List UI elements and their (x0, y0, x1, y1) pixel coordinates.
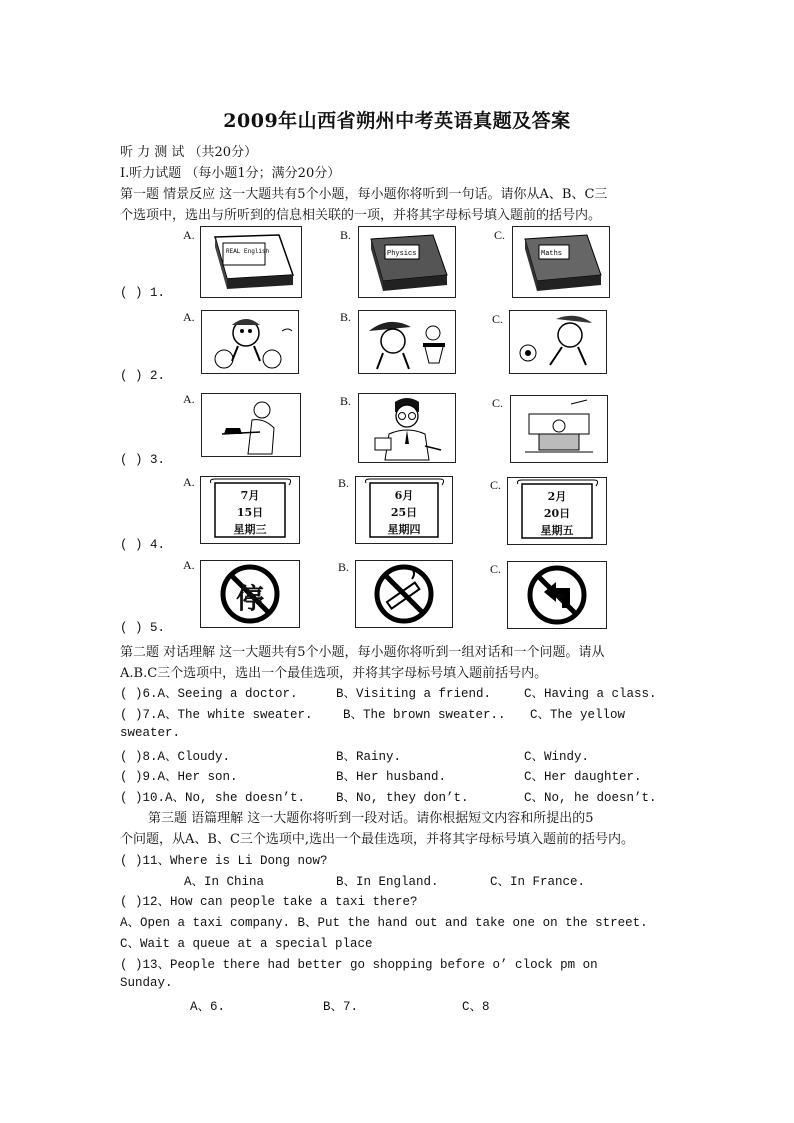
sign-character: 停 (235, 582, 264, 615)
q9-option-a: ( )9.A、Her son. (120, 770, 238, 784)
calendar-day: 15日 (236, 506, 264, 519)
q8-option-c: C、Windy. (524, 750, 590, 764)
calendar-picture-a (200, 476, 300, 544)
mascot-picture-a (201, 310, 299, 374)
option-b-label: B. (340, 394, 352, 408)
mascot-basketball-icon (359, 311, 455, 373)
option-b-label: B. (338, 476, 350, 490)
q10-option-a: ( )10.A、No, she doesn’t. (120, 791, 306, 805)
people-picture-c (510, 395, 608, 463)
q7-option-b: B、The brown sweater.. (343, 708, 506, 722)
book-icon (201, 227, 301, 297)
book-label: Physics (387, 250, 417, 258)
option-c-label: C. (492, 396, 504, 410)
q7-option-a: ( )7.A、The white sweater. (120, 708, 313, 722)
q6-option-a: ( )6.A、Seeing a doctor. (120, 687, 298, 701)
people-picture-b (358, 393, 456, 463)
q13-stem: ( )13、People there had better go shopping before o’ clock pm on (120, 958, 598, 972)
classroom-icon (511, 396, 607, 462)
people-picture-a (201, 393, 301, 457)
calendar-month: 2月 (547, 490, 567, 503)
calendar-weekday: 星期四 (387, 523, 421, 536)
mascot-cycling-icon (202, 311, 298, 373)
question-4: ( ) 4. (120, 538, 166, 552)
calendar-weekday: 星期五 (540, 524, 574, 537)
teacher-icon (359, 394, 455, 462)
book-picture-b (358, 226, 456, 298)
mascot-football-icon (510, 311, 606, 373)
option-b-label: B. (338, 560, 350, 574)
sign-picture-c (507, 561, 607, 629)
no-left-turn-sign-icon (508, 562, 606, 628)
q11-stem: ( )11、Where is Li Dong now? (120, 854, 328, 868)
option-a-label: A. (183, 558, 195, 572)
question-3: ( ) 3. (120, 453, 166, 467)
q12-option-c: C、Wait a queue at a special place (120, 937, 373, 951)
book-label: REAL English (226, 248, 270, 255)
calendar-picture-b (355, 476, 453, 544)
section3-instruction-line1: 第三题 语篇理解 这一大题你将听到一段对话。请你根据短文内容和所提出的5 (148, 811, 594, 826)
option-a-label: A. (183, 228, 195, 242)
q10-option-c: C、No, he doesn’t. (524, 791, 657, 805)
q8-option-b: B、Rainy. (336, 750, 402, 764)
section3-instruction-line2: 个问题，从A、B、C三个选项中,选出一个最佳选项，并将其字母标号填入题前的括号内。 (120, 832, 635, 847)
sign-picture-a (200, 560, 300, 628)
option-a-label: A. (183, 392, 195, 406)
book-picture-a (200, 226, 302, 298)
calendar-picture-c (507, 477, 607, 545)
page-title: 2009年山西省朔州中考英语真题及答案 (223, 110, 571, 132)
q11-option-a: A、In China (184, 875, 265, 889)
option-b-label: B. (340, 228, 352, 242)
book-icon (513, 227, 609, 297)
section1-instruction-line1: 第一题 情景反应 这一大题共有5个小题，每小题你将听到一句话。请你从A、B、C三 (120, 187, 608, 202)
mascot-picture-b (358, 310, 456, 374)
book-label: Maths (541, 250, 563, 258)
q6-option-c: C、Having a class. (524, 687, 657, 701)
section2-instruction-line1: 第二题 对话理解 这一大题共有5个小题，每小题你将听到一组对话和一个问题。请从 (120, 645, 605, 660)
q13-option-c: C、8 (462, 1000, 490, 1014)
section1-instruction-line2: 个选项中，选出与所听到的信息相关联的一项，并将其字母标号填入题前的括号内。 (120, 208, 602, 223)
q9-option-b: B、Her husband. (336, 770, 447, 784)
question-2: ( ) 2. (120, 369, 166, 383)
section2-instruction-line2: A.B.C三个选项中，选出一个最佳选项，并将其字母标号填入题前括号内。 (120, 666, 548, 681)
sign-picture-b (355, 560, 453, 628)
book-icon (359, 227, 455, 297)
q8-option-a: ( )8.A、Cloudy. (120, 750, 231, 764)
q11-option-b: B、In England. (336, 875, 439, 889)
book-picture-c (512, 226, 610, 298)
option-c-label: C. (490, 562, 502, 576)
calendar-day: 20日 (543, 507, 571, 520)
q13-continuation: Sunday. (120, 976, 173, 990)
q13-option-a: A、6. (190, 1000, 226, 1014)
option-a-label: A. (183, 475, 195, 489)
q11-option-c: C、In France. (490, 875, 586, 889)
person-ironing-icon (202, 394, 300, 456)
question-1: ( ) 1. (120, 286, 166, 300)
no-smoking-sign-icon (356, 561, 452, 627)
q13-option-b: B、7. (323, 1000, 359, 1014)
q12-stem: ( )12、How can people take a taxi there? (120, 895, 418, 909)
mascot-picture-c (509, 310, 607, 374)
calendar-month: 6月 (394, 489, 414, 502)
option-c-label: C. (490, 478, 502, 492)
calendar-day: 25日 (390, 506, 418, 519)
option-a-label: A. (183, 310, 195, 324)
q12-options-ab: A、Open a taxi company. B、Put the hand out and take one on the street. (120, 916, 648, 930)
option-c-label: C. (494, 228, 506, 242)
calendar-weekday: 星期三 (233, 523, 267, 536)
q7-continuation: sweater. (120, 726, 181, 740)
option-c-label: C. (492, 312, 504, 326)
part1-heading: Ⅰ.听力试题 （每小题1分；满分20分） (120, 166, 341, 181)
q7-option-c: C、The yellow (530, 708, 626, 722)
q6-option-b: B、Visiting a friend. (336, 687, 492, 701)
calendar-month: 7月 (240, 489, 260, 502)
q9-option-c: C、Her daughter. (524, 770, 642, 784)
q10-option-b: B、No, they don’t. (336, 791, 469, 805)
question-5: ( ) 5. (120, 621, 166, 635)
option-b-label: B. (340, 310, 352, 324)
section-listening: 听 力 测 试 （共20分） (120, 145, 258, 160)
